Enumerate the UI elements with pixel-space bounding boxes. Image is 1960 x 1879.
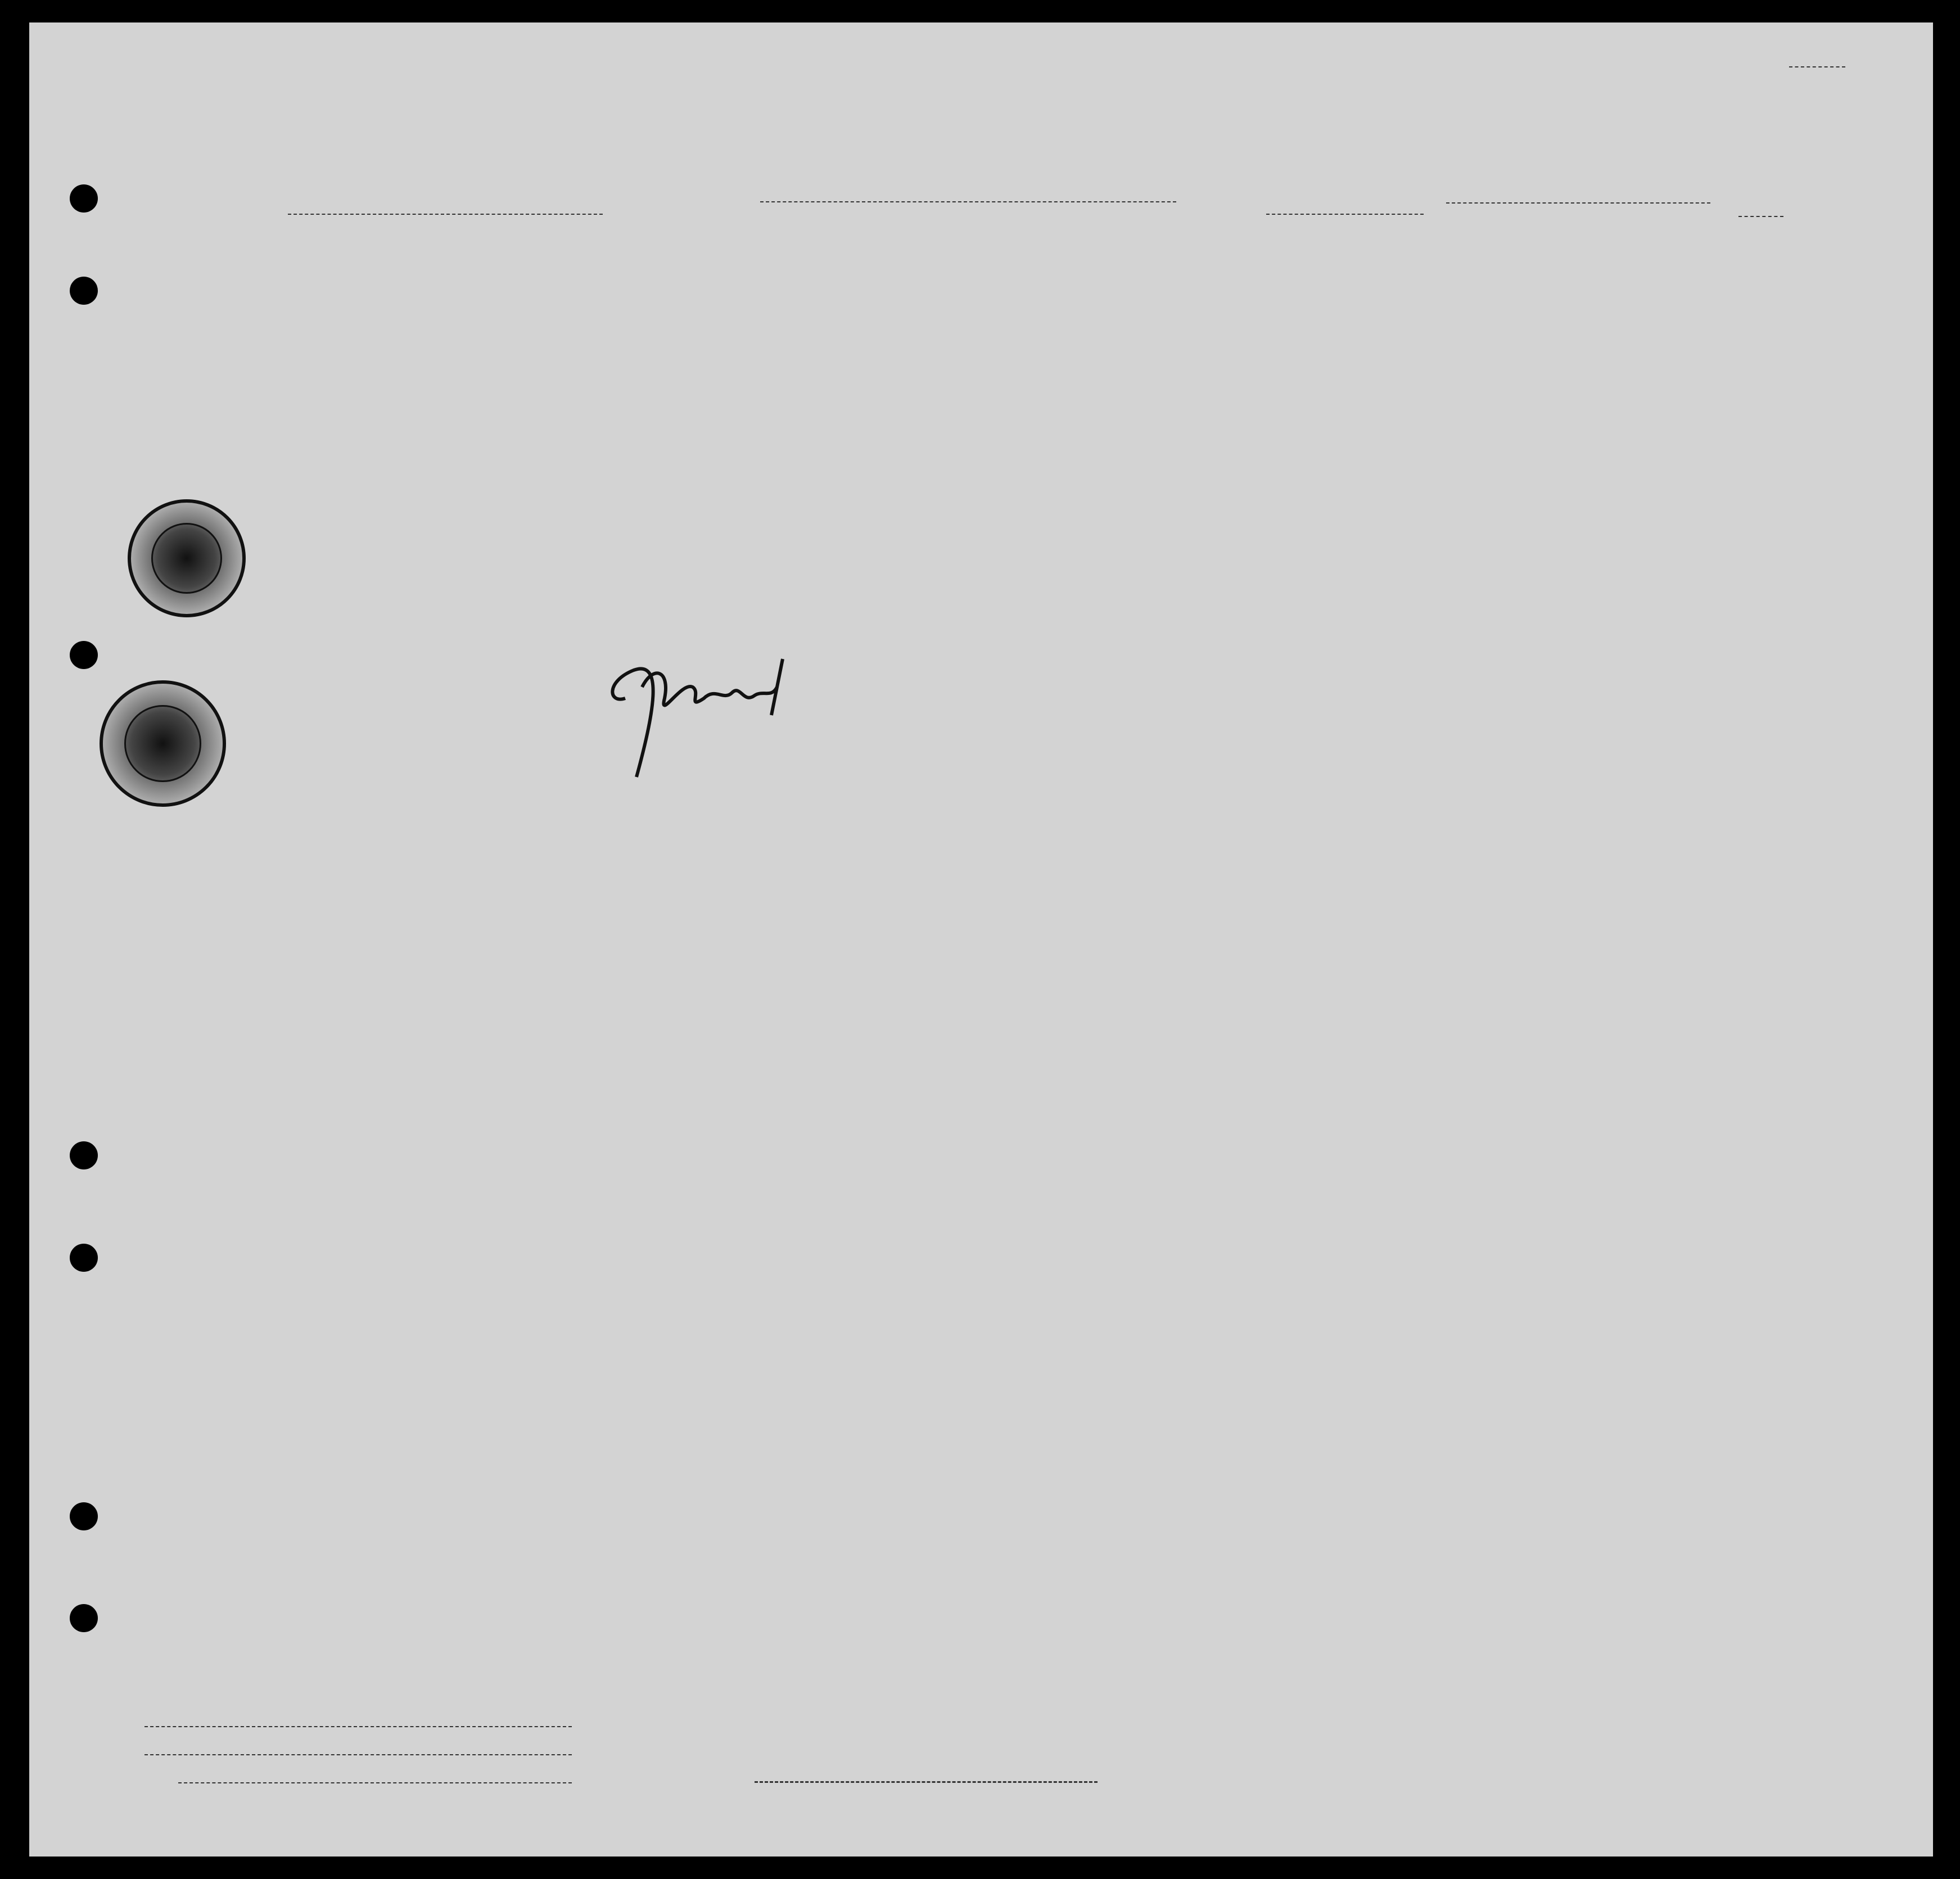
vessel-name <box>288 214 603 215</box>
punch-hole <box>70 1502 98 1530</box>
year-value <box>1738 216 1783 217</box>
punch-hole <box>70 1141 98 1169</box>
manifest-sheet <box>29 22 1933 1857</box>
line-value <box>144 1726 572 1727</box>
owners-value <box>144 1754 572 1755</box>
punch-hole <box>70 184 98 213</box>
consular-seal <box>100 680 226 807</box>
punch-hole <box>70 1244 98 1272</box>
sailing-from <box>760 201 1176 202</box>
agents-value <box>178 1782 572 1783</box>
consul-signature <box>603 648 839 715</box>
punch-hole <box>70 1604 98 1632</box>
consular-seal <box>128 499 246 617</box>
table-grid <box>29 22 1933 1857</box>
arriving-at <box>1266 214 1424 215</box>
punch-hole <box>70 641 98 669</box>
inspector-signature-line <box>755 1781 1098 1783</box>
arrival-date <box>1446 202 1710 204</box>
punch-hole <box>70 277 98 305</box>
sheet-number <box>1789 66 1845 67</box>
